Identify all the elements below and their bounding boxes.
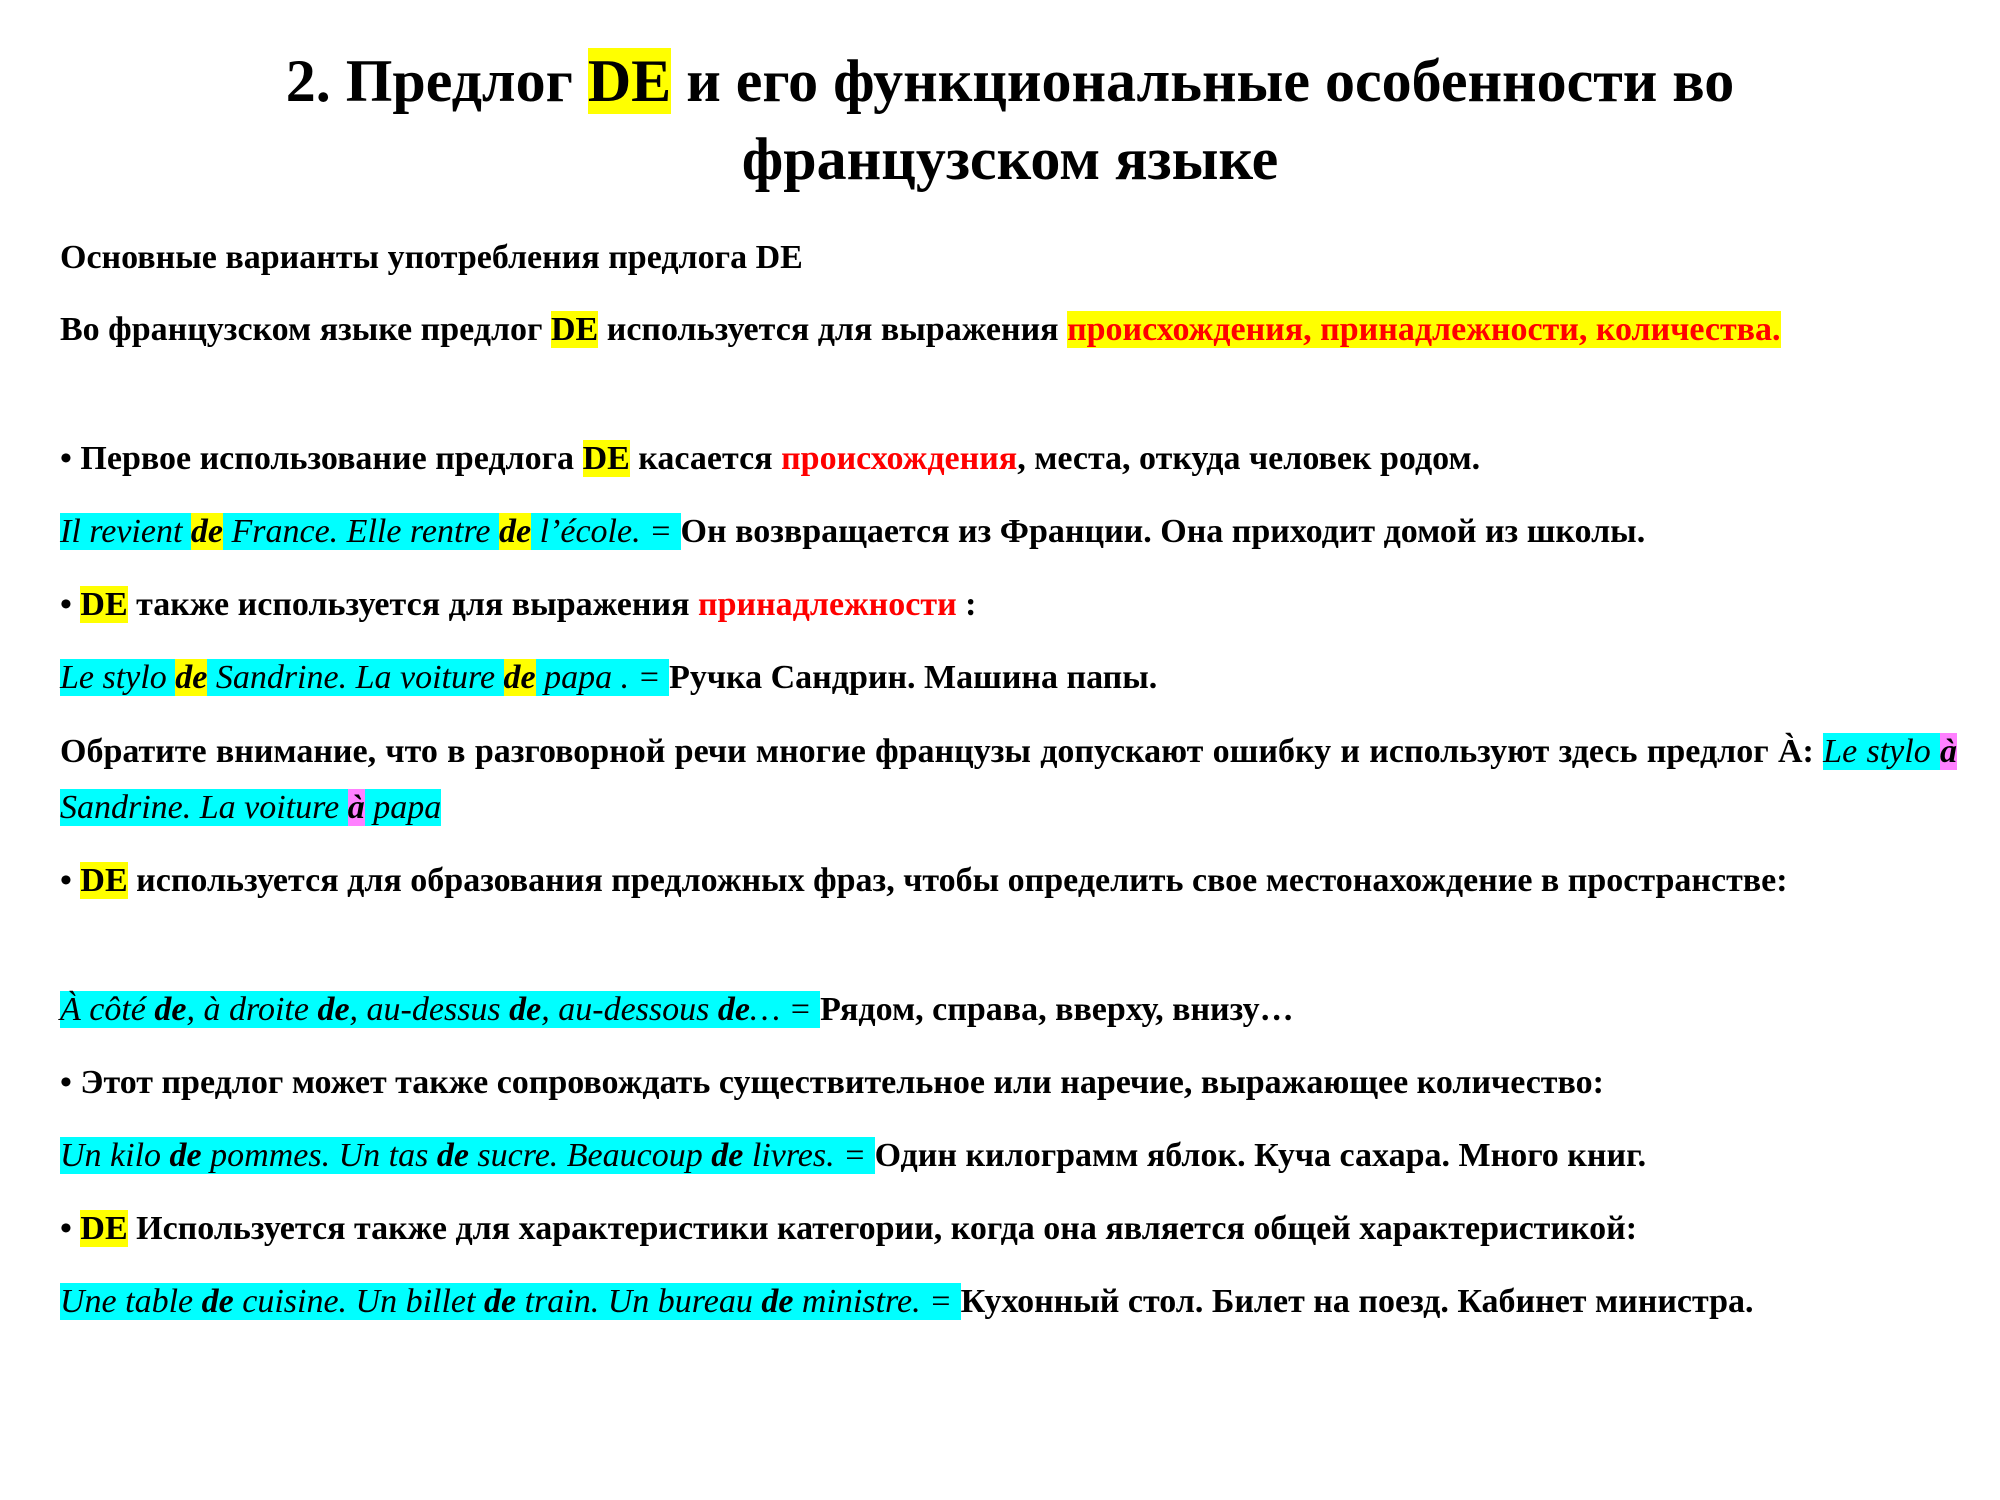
bullet-category-text-b: Используется также для характеристики категории, когда она является общей характеристикой: xyxy=(127,1210,1638,1247)
de-bold: de xyxy=(711,1137,744,1174)
example-possession xyxy=(60,650,1957,706)
example-fr-part-1: À côté xyxy=(60,991,155,1028)
intro-text-a: Во французском языке предлог xyxy=(60,311,551,348)
intro-text-b: используется для выражения xyxy=(598,311,1068,348)
bullet-origin-text-c: , места, откуда человек родом. xyxy=(1017,440,1481,477)
example-fr-part-1: Le stylo xyxy=(60,659,176,696)
de-bold: de xyxy=(717,991,750,1028)
example-fr-part-3: sucre. Beaucoup xyxy=(468,1137,712,1174)
section-heading-text: Основные варианты употребления предлога DE xyxy=(60,239,803,276)
bullet-origin-text-a: • Первое использование предлога xyxy=(60,440,583,477)
de-highlight: DE xyxy=(80,862,128,899)
example-fr-part-1: Il revient xyxy=(60,513,191,550)
de-highlight: DE xyxy=(80,586,128,623)
example-fr-part-1: Une table xyxy=(60,1283,202,1320)
example-fr-part-3: papa xyxy=(364,789,442,826)
uses-highlight: происхождения, принадлежности, количества. xyxy=(1067,311,1781,348)
example-french xyxy=(60,659,669,696)
bullet-possession-text-b: также используется для выражения xyxy=(127,586,698,623)
possession-red-word: принадлежности xyxy=(697,586,957,623)
de-bold: de xyxy=(201,1283,234,1320)
example-fr-part-2: Sandrine. La voiture xyxy=(60,789,348,826)
example-translation: Он возвращается из Франции. Она приходит домой из школы. xyxy=(680,513,1646,550)
example-category xyxy=(60,1274,1957,1330)
origin-red-word: происхождения xyxy=(781,440,1018,477)
example-fr-part-5: … = xyxy=(749,991,821,1028)
example-french xyxy=(60,513,681,550)
example-french xyxy=(60,1137,875,1174)
note-text: Обратите внимание, что в разговорной речи многие французы допускают ошибку и используют здесь предлог À: xyxy=(60,733,1824,770)
bullet-quantity-text: • Этот предлог может также сопровождать существительное или наречие, выражающее количество: xyxy=(60,1064,1604,1101)
example-fr-part-1: Un kilo xyxy=(60,1137,170,1174)
example-translation: Рядом, справа, вверху, внизу… xyxy=(820,991,1294,1028)
de-highlight: DE xyxy=(80,1210,128,1247)
bullet-quantity xyxy=(60,1055,1957,1111)
example-fr-part-2: cuisine. Un billet xyxy=(233,1283,484,1320)
de-bold: de xyxy=(509,991,542,1028)
example-fr-part-3: , au-dessus xyxy=(349,991,510,1028)
example-fr-part-2: pommes. Un tas xyxy=(201,1137,437,1174)
example-location xyxy=(60,982,1957,1038)
de-bold: de xyxy=(436,1137,469,1174)
example-translation: Кухонный стол. Билет на поезд. Кабинет министра. xyxy=(960,1283,1754,1320)
de-highlight: de xyxy=(503,659,536,696)
bullet-origin xyxy=(60,431,1957,487)
example-fr-part-3: train. Un bureau xyxy=(516,1283,762,1320)
bullet-category xyxy=(60,1201,1957,1257)
example-french xyxy=(60,1283,961,1320)
a-highlight: à xyxy=(347,789,365,826)
de-bold: de xyxy=(169,1137,202,1174)
de-highlight: de xyxy=(175,659,208,696)
de-highlight: de xyxy=(499,513,532,550)
example-fr-part-3: papa . = xyxy=(535,659,670,696)
bullet-possession-text-a: • xyxy=(60,586,81,623)
section-heading xyxy=(60,230,1957,286)
example-fr-part-1: Le stylo xyxy=(1823,733,1941,770)
example-fr-part-2: France. Elle rentre xyxy=(223,513,500,550)
de-highlight: DE xyxy=(582,440,630,477)
bullet-location xyxy=(60,853,1957,909)
bullet-location-text-b: используется для образования предложных фраз, чтобы определить свое местонахождение в пространстве: xyxy=(127,862,1788,899)
bullet-location-text-a: • xyxy=(60,862,81,899)
bullet-origin-text-b: касается xyxy=(629,440,782,477)
example-fr-part-4: ministre. = xyxy=(793,1283,961,1320)
de-bold: de xyxy=(317,991,350,1028)
a-highlight: à xyxy=(1940,733,1958,770)
intro-paragraph xyxy=(60,302,1957,358)
example-translation: Один килограмм яблок. Куча сахара. Много книг. xyxy=(874,1137,1647,1174)
example-fr-part-2: Sandrine. La voiture xyxy=(207,659,504,696)
title-text-start: 2. Предлог xyxy=(285,48,588,114)
example-french xyxy=(60,991,820,1028)
de-highlight: de xyxy=(190,513,223,550)
example-fr-part-4: , au-dessous xyxy=(541,991,718,1028)
example-origin xyxy=(60,504,1957,560)
de-bold: de xyxy=(761,1283,794,1320)
example-quantity xyxy=(60,1128,1957,1184)
bullet-possession-text-c: : xyxy=(956,586,977,623)
de-bold: de xyxy=(483,1283,517,1320)
de-highlight: DE xyxy=(551,311,599,348)
title-de-highlight: DE xyxy=(587,48,672,114)
de-bold: de xyxy=(154,991,187,1028)
example-fr-part-4: livres. = xyxy=(743,1137,875,1174)
example-fr-part-2: , à droite xyxy=(186,991,318,1028)
page-title xyxy=(100,42,1920,198)
note-paragraph xyxy=(60,724,1957,836)
title-text-end: и его функциональные особенности во французском языке xyxy=(671,48,1735,192)
example-translation: Ручка Сандрин. Машина папы. xyxy=(669,659,1158,696)
bullet-possession xyxy=(60,577,1957,633)
bullet-category-text-a: • xyxy=(60,1210,81,1247)
example-fr-part-3: l’école. = xyxy=(531,513,681,550)
